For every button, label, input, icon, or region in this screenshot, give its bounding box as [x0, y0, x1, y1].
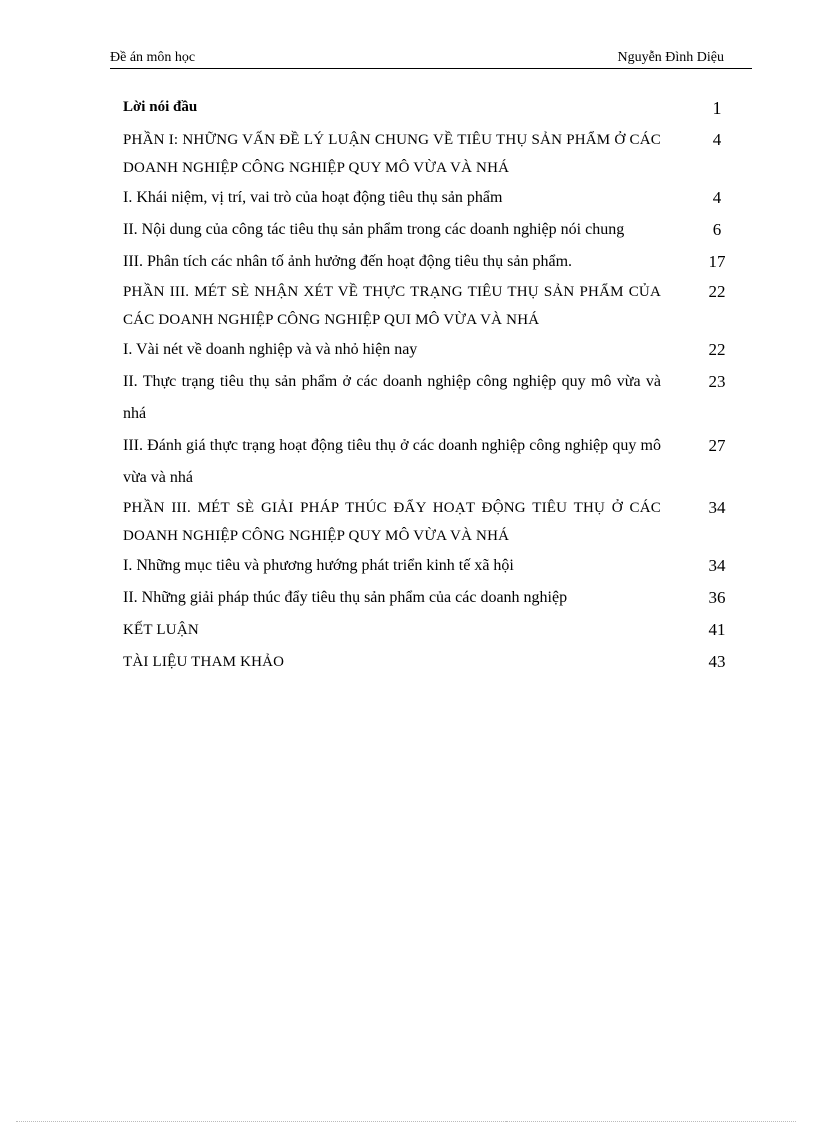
toc-entry-page: 17: [708, 252, 726, 271]
toc-entry-text: I. Khái niệm, vị trí, vai trò của hoạt động tiêu thụ sản phẩm: [123, 189, 503, 206]
toc-entry-1-2: [123, 214, 723, 246]
table-of-contents: [123, 96, 726, 676]
toc-entry-page: 27: [708, 436, 726, 455]
toc-entry-1-1: [123, 182, 723, 214]
toc-entry-text: III. Phân tích các nhân tố ảnh hưởng đến hoạt động tiêu thụ sản phẩm.: [123, 253, 573, 270]
toc-entry-page: 36: [708, 588, 726, 607]
toc-entry-text: II. Thực trạng tiêu thụ sản phẩm ở các doanh nghiệp công nghiệp quy mô vừa và nhá: [123, 373, 661, 422]
toc-entry-3-1: [123, 550, 726, 582]
toc-entry-2-2: [123, 366, 726, 430]
toc-entry-page: 22: [708, 340, 726, 359]
toc-entry-1-3: [123, 246, 726, 278]
toc-entry-text: II. Những giải pháp thúc đẩy tiêu thụ sản phẩm của các doanh nghiệp: [123, 589, 568, 606]
toc-entry-text: I. Vài nét về doanh nghiệp và và nhỏ hiện nay: [123, 341, 418, 358]
toc-entry-text: KẾT LUẬN: [123, 622, 199, 638]
toc-entry-conclusion: [123, 616, 726, 644]
toc-entry-part-1: [123, 126, 723, 182]
toc-entry-page: 23: [708, 372, 726, 391]
page-header: [110, 50, 752, 69]
toc-entry-text: PHẦN I: NHỮNG VẤN ĐỀ LÝ LUẬN CHUNG VỀ TIÊU THỤ SẢN PHẨM Ở CÁC DOANH NGHIỆP CÔNG NGHIỆP QUY MÔ VỪA VÀ NHÁ: [123, 132, 661, 176]
toc-entry-page: 6: [712, 220, 722, 239]
toc-entry-part-2: [123, 278, 726, 334]
toc-entry-foreword: [123, 96, 723, 126]
toc-entry-page: 22: [708, 282, 726, 301]
toc-entry-text: Lời nói đầu: [123, 99, 198, 115]
toc-entry-page: 34: [708, 556, 726, 575]
toc-entry-2-1: [123, 334, 726, 366]
toc-entry-page: 41: [708, 620, 726, 639]
toc-entry-text: III. Đánh giá thực trạng hoạt động tiêu thụ ở các doanh nghiệp công nghiệp quy mô vừa và nhá: [123, 437, 661, 486]
toc-entry-references: [123, 648, 726, 676]
toc-entry-part-3: [123, 494, 726, 550]
toc-entry-3-2: [123, 582, 726, 614]
toc-entry-text: PHẦN III. MÉT SÈ NHẬN XÉT VỀ THỰC TRẠNG TIÊU THỤ SẢN PHẨM CỦA CÁC DOANH NGHIỆP CÔNG NGHIỆP QUI MÔ VỪA VÀ NHÁ: [123, 284, 661, 328]
toc-entry-text: II. Nội dung của công tác tiêu thụ sản phẩm trong các doanh nghiệp nói chung: [123, 221, 625, 238]
toc-entry-page: 1: [712, 98, 722, 118]
toc-entry-page: 43: [708, 652, 726, 671]
toc-entry-text: PHẦN III. MÉT SÈ GIẢI PHÁP THÚC ĐẨY HOẠT ĐỘNG TIÊU THỤ Ở CÁC DOANH NGHIỆP CÔNG NGHIỆP QUY MÔ VỪA VÀ NHÁ: [123, 500, 661, 544]
toc-entry-2-3: [123, 430, 726, 494]
header-author: Nguyễn Đình Diệu: [617, 50, 724, 65]
toc-entry-text: TÀI LIỆU THAM KHẢO: [123, 654, 285, 670]
toc-entry-page: 4: [712, 188, 722, 207]
header-course-title: Đề án môn học: [110, 50, 196, 65]
toc-entry-page: 4: [712, 130, 722, 149]
toc-entry-text: I. Những mục tiêu và phương hướng phát triển kinh tế xã hội: [123, 557, 514, 574]
toc-entry-page: 34: [708, 498, 726, 517]
